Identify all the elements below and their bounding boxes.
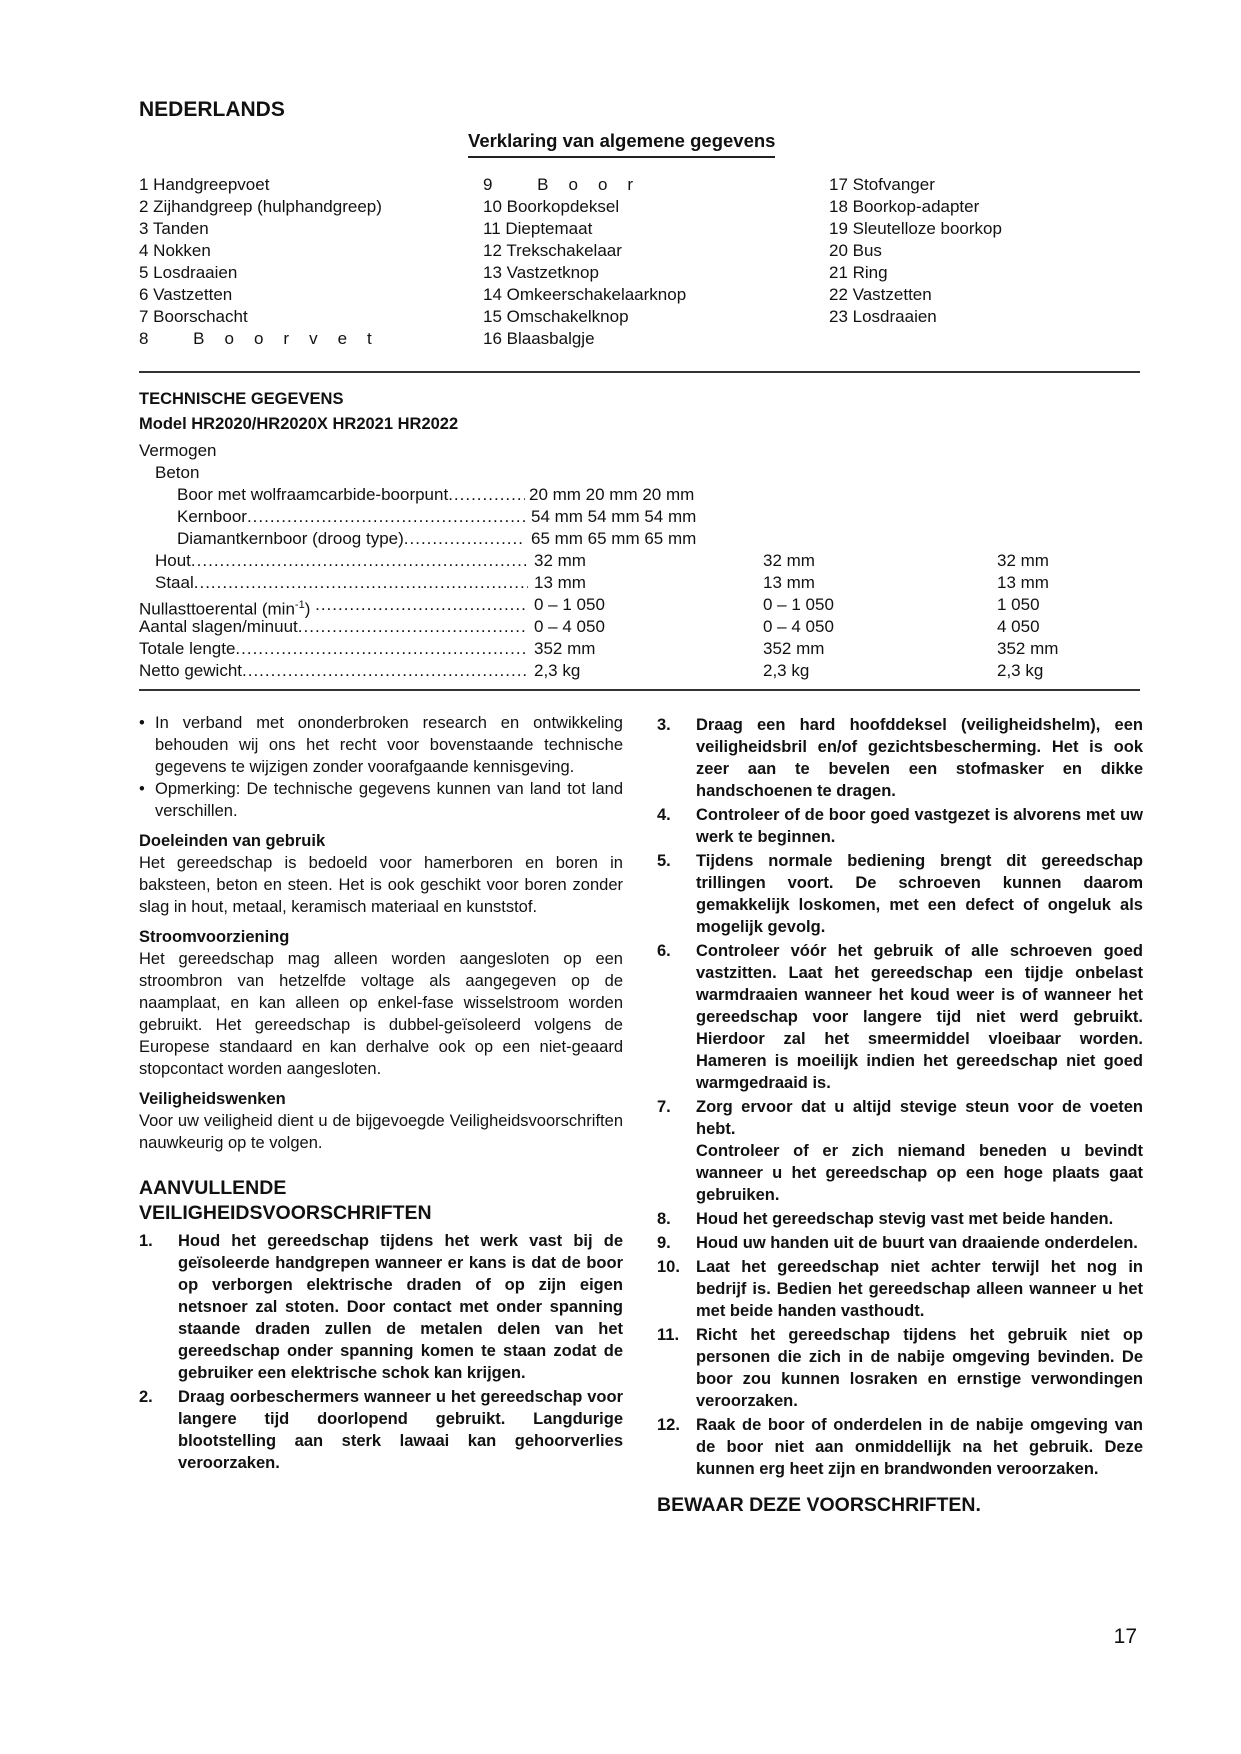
safety-item-text: Controleer vóór het gebruik of alle schroeven goed vastzitten. Laat het gereedschap een tijdje onbelast warmdraaien wanneer het koud weer is of wanneer het gereedschap voor langere tijd niet werd gebruikt. Hierdoor zal het smeermiddel vloeibaar worden. Hameren is moeilijk indien het gereedschap niet goed warmgedraaid is. <box>696 942 1143 1092</box>
part-item: 12 Trekschakelaar <box>483 241 622 260</box>
part-item: 6 Vastzetten <box>139 285 233 304</box>
spec-label-kernboor <box>177 506 525 528</box>
parts-list-column-3 <box>829 174 1002 328</box>
safety-item-text: Richt het gereedschap tijdens het gebruik niet op personen die zich in de nabije omgeving bevinden. De boor zou kunnen losraken en ernstige verwondingen veroorzaken. <box>696 1326 1143 1410</box>
bullet-marker: • <box>139 780 145 798</box>
part-item: 7 Boorschacht <box>139 307 248 326</box>
section-title-veiligheidswenken: Veiligheidswenken <box>139 1090 286 1108</box>
part-item: 14 Omkeerschakelaarknop <box>483 285 687 304</box>
aanvullende-heading-line-2: VEILIGHEIDSVOORSCHRIFTEN <box>139 1202 432 1224</box>
leader-dots <box>298 616 528 638</box>
spec-label-totale-lengte <box>139 638 528 660</box>
safety-item-text: Houd het gereedschap stevig vast met beide handen. <box>696 1210 1114 1228</box>
spec-value: 0 – 1 050 <box>763 595 834 614</box>
section-divider <box>139 371 1140 373</box>
part-item: 4 Nokken <box>139 241 211 260</box>
part-item: 2 Zijhandgreep (hulphandgreep) <box>139 197 382 216</box>
spec-value: 13 mm <box>763 573 815 592</box>
part-item: 8 Boorvet <box>139 329 392 348</box>
leader-dots <box>194 572 528 594</box>
safety-item <box>657 1256 1143 1322</box>
spec-value: 0 – 1 050 <box>534 595 605 614</box>
page-number: 17 <box>1113 1625 1137 1648</box>
spec-label-superscript: -1 <box>294 599 305 611</box>
parts-list-column-2 <box>483 174 686 350</box>
general-specification-title: Verklaring van algemene gegevens <box>468 130 775 158</box>
safety-item <box>657 1414 1143 1480</box>
safety-item-number: 7. <box>657 1098 671 1116</box>
safety-item-text-continued: Controleer of er zich niemand beneden u bevindt wanneer u het gereedschap op een hoge plaats gaat gebruiken. <box>696 1142 1143 1204</box>
safety-item <box>657 714 1143 802</box>
leader-dots <box>191 550 528 572</box>
spec-value: 32 mm <box>763 551 815 570</box>
spec-label-wolfraam <box>177 484 525 506</box>
spec-label-main: Nullasttoerental (min <box>139 599 295 619</box>
safety-item-text: Houd uw handen uit de buurt van draaiende onderdelen. <box>696 1234 1138 1252</box>
spec-value: 352 mm <box>997 639 1059 658</box>
part-item: 20 Bus <box>829 241 882 260</box>
language-heading: NEDERLANDS <box>139 98 285 121</box>
safety-item-text: Draag een hard hoofddeksel (veiligheidshelm), een veiligheidsbril en/of gezichtsbescherming. Het is ook zeer aan te bevelen een stofmasker en dikke handschoenen te dragen. <box>696 716 1143 800</box>
section-text-veiligheidswenken: Voor uw veiligheid dient u de bijgevoegde Veiligheidsvoorschriften nauwkeurig op te volgen. <box>139 1112 623 1152</box>
spec-value: 2,3 kg <box>763 661 810 680</box>
part-item: 10 Boorkopdeksel <box>483 197 620 216</box>
spec-value: 2,3 kg <box>997 661 1044 680</box>
safety-list-left <box>139 1230 623 1474</box>
spec-label-text: Staal <box>155 573 194 592</box>
safety-item-number: 2. <box>139 1388 153 1406</box>
section-text-doeleinden: Het gereedschap is bedoeld voor hamerboren en boren in baksteen, beton en steen. Het is ook geschikt voor boren zonder slag in hout, metaal, keramisch materiaal en kunststof. <box>139 854 623 916</box>
safety-item-text: Draag oorbeschermers wanneer u het gereedschap voor langere tijd doorlopend gebruikt. Langdurige blootstelling aan sterk lawaai kan gehoorverlies veroorzaken. <box>178 1388 623 1472</box>
spec-label-staal <box>155 572 528 594</box>
part-item: 11 Dieptemaat <box>483 219 593 238</box>
keep-instructions-heading: BEWAAR DEZE VOORSCHRIFTEN. <box>657 1494 981 1516</box>
spec-label-text: Netto gewicht <box>139 661 242 680</box>
safety-item <box>657 1096 1143 1206</box>
part-item: 22 Vastzetten <box>829 285 932 304</box>
safety-item-number: 6. <box>657 942 671 960</box>
safety-item-text: Controleer of de boor goed vastgezet is alvorens met uw werk te beginnen. <box>696 806 1143 846</box>
safety-item <box>657 804 1143 848</box>
part-item: 23 Losdraaien <box>829 307 937 326</box>
safety-item-text: Laat het gereedschap niet achter terwijl het nog in bedrijf is. Bedien het gereedschap alleen wanneer u het met beide handen vasthoudt. <box>696 1258 1143 1320</box>
left-column <box>139 712 623 1476</box>
spec-value: 4 050 <box>997 617 1040 636</box>
part-item: 13 Vastzetknop <box>483 263 599 282</box>
spec-value: 13 mm <box>534 573 586 592</box>
specs-title: TECHNISCHE GEGEVENS <box>139 390 344 408</box>
note-text: In verband met ononderbroken research en ontwikkeling behouden wij ons het recht voor bovenstaande technische gegevens te wijzigen zonder voorafgaande kennisgeving. <box>155 714 623 776</box>
part-item: 18 Boorkop-adapter <box>829 197 980 216</box>
spec-label-text: Aantal slagen/minuut <box>139 617 298 636</box>
spec-vermogen: Vermogen <box>139 441 217 460</box>
spec-label-text: Kernboor <box>177 507 247 526</box>
safety-item <box>139 1386 623 1474</box>
parts-list-column-1 <box>139 174 392 350</box>
spec-value: 32 mm <box>997 551 1049 570</box>
spec-label-text: Boor met wolfraamcarbide-boorpunt <box>177 485 449 504</box>
safety-item <box>139 1230 623 1384</box>
spec-value-kernboor: 54 mm 54 mm 54 mm <box>531 507 697 526</box>
safety-item <box>657 850 1143 938</box>
safety-item-text: Tijdens normale bediening brengt dit gereedschap trillingen voort. De schroeven kunnen daarom gemakkelijk loskomen, met een defect of ongeluk als mogelijk gevolg. <box>696 852 1143 936</box>
spec-value: 1 050 <box>997 595 1040 614</box>
safety-item-number: 1. <box>139 1232 153 1250</box>
safety-item <box>657 1232 1143 1254</box>
safety-item-number: 5. <box>657 852 671 870</box>
safety-item-text: Raak de boor of onderdelen in de nabije omgeving van de boor niet aan onmiddellijk na het gebruik. Deze kunnen erg heet zijn en brandwonden veroorzaken. <box>696 1416 1143 1478</box>
safety-item-number: 10. <box>657 1258 680 1276</box>
safety-item <box>657 1208 1143 1230</box>
part-item: 16 Blaasbalgje <box>483 329 595 348</box>
part-item: 3 Tanden <box>139 219 209 238</box>
leader-dots <box>404 528 525 550</box>
leader-dots <box>235 638 528 660</box>
safety-item-number: 8. <box>657 1210 671 1228</box>
spec-label-netto-gewicht <box>139 660 528 682</box>
section-title-doeleinden: Doeleinden van gebruik <box>139 832 326 850</box>
spec-value: 0 – 4 050 <box>763 617 834 636</box>
safety-item <box>657 940 1143 1094</box>
spec-beton: Beton <box>155 463 200 482</box>
spec-value: 352 mm <box>763 639 825 658</box>
safety-item <box>657 1324 1143 1412</box>
spec-label-close: ) <box>304 599 311 619</box>
bullet-marker: • <box>139 714 145 732</box>
specs-model-line: Model HR2020/HR2020X HR2021 HR2022 <box>139 415 459 433</box>
spec-value: 32 mm <box>534 551 586 570</box>
spec-value: 2,3 kg <box>534 661 581 680</box>
part-item: 9 Boor <box>483 175 654 194</box>
safety-item-text: Houd het gereedschap tijdens het werk vast bij de geïsoleerde handgrepen wanneer er kans is dat de boor op verborgen elektrische draden of op zijn eigen netsnoer zal stoten. Door contact met onder spanning staande draden zullen de metalen delen van het gereedschap onder spanning komen te staan zodat de gebruiker een elektrische schok kan krijgen. <box>178 1232 623 1382</box>
spec-value: 13 mm <box>997 573 1049 592</box>
part-item: 5 Losdraaien <box>139 263 238 282</box>
part-item: 15 Omschakelknop <box>483 307 629 326</box>
leader-dots <box>448 484 525 506</box>
part-item: 17 Stofvanger <box>829 175 935 194</box>
spec-label-diamant <box>177 528 525 550</box>
aanvullende-heading-line-1: AANVULLENDE <box>139 1177 287 1199</box>
spec-label-text: Hout <box>155 551 191 570</box>
leader-dots <box>242 660 528 682</box>
spec-value: 0 – 4 050 <box>534 617 605 636</box>
section-text-stroomvoorziening: Het gereedschap mag alleen worden aangesloten op een stroombron van hetzelfde voltage als aangegeven op de naamplaat, en kan alleen op enkel-fase wisselstroom worden gebruikt. Het gereedschap is dubbel-geïsoleerd volgens de Europese standaard en kan derhalve ook op een niet-geaard stopcontact worden aangesloten. <box>139 950 623 1078</box>
note-text: Opmerking: De technische gegevens kunnen van land tot land verschillen. <box>155 780 623 820</box>
part-item: 1 Handgreepvoet <box>139 175 270 194</box>
right-column <box>657 714 1143 1516</box>
spec-label-text: Diamantkernboor (droog type) <box>177 529 404 548</box>
safety-item-number: 11. <box>657 1326 680 1344</box>
spec-value: 352 mm <box>534 639 596 658</box>
safety-item-number: 9. <box>657 1234 671 1252</box>
leader-dots <box>247 506 525 528</box>
part-item: 21 Ring <box>829 263 888 282</box>
spec-label-hout <box>155 550 528 572</box>
safety-item-body <box>696 1096 1143 1206</box>
aanvullende-heading <box>139 1176 623 1226</box>
part-item: 19 Sleutelloze boorkop <box>829 219 1002 238</box>
spec-value-wolfraam: 20 mm 20 mm 20 mm <box>529 485 695 504</box>
note-bullet <box>139 778 623 822</box>
section-divider <box>139 689 1140 691</box>
spec-label-aantal-slagen <box>139 616 528 638</box>
spec-value-diamant: 65 mm 65 mm 65 mm <box>531 529 697 548</box>
note-bullet <box>139 712 623 778</box>
safety-item-number: 12. <box>657 1416 680 1434</box>
spec-label-text: Totale lengte <box>139 639 236 658</box>
safety-item-number: 3. <box>657 716 671 734</box>
safety-item-text: Zorg ervoor dat u altijd stevige steun voor de voeten hebt. <box>696 1098 1143 1138</box>
safety-item-number: 4. <box>657 806 671 824</box>
section-title-stroomvoorziening: Stroomvoorziening <box>139 928 290 946</box>
